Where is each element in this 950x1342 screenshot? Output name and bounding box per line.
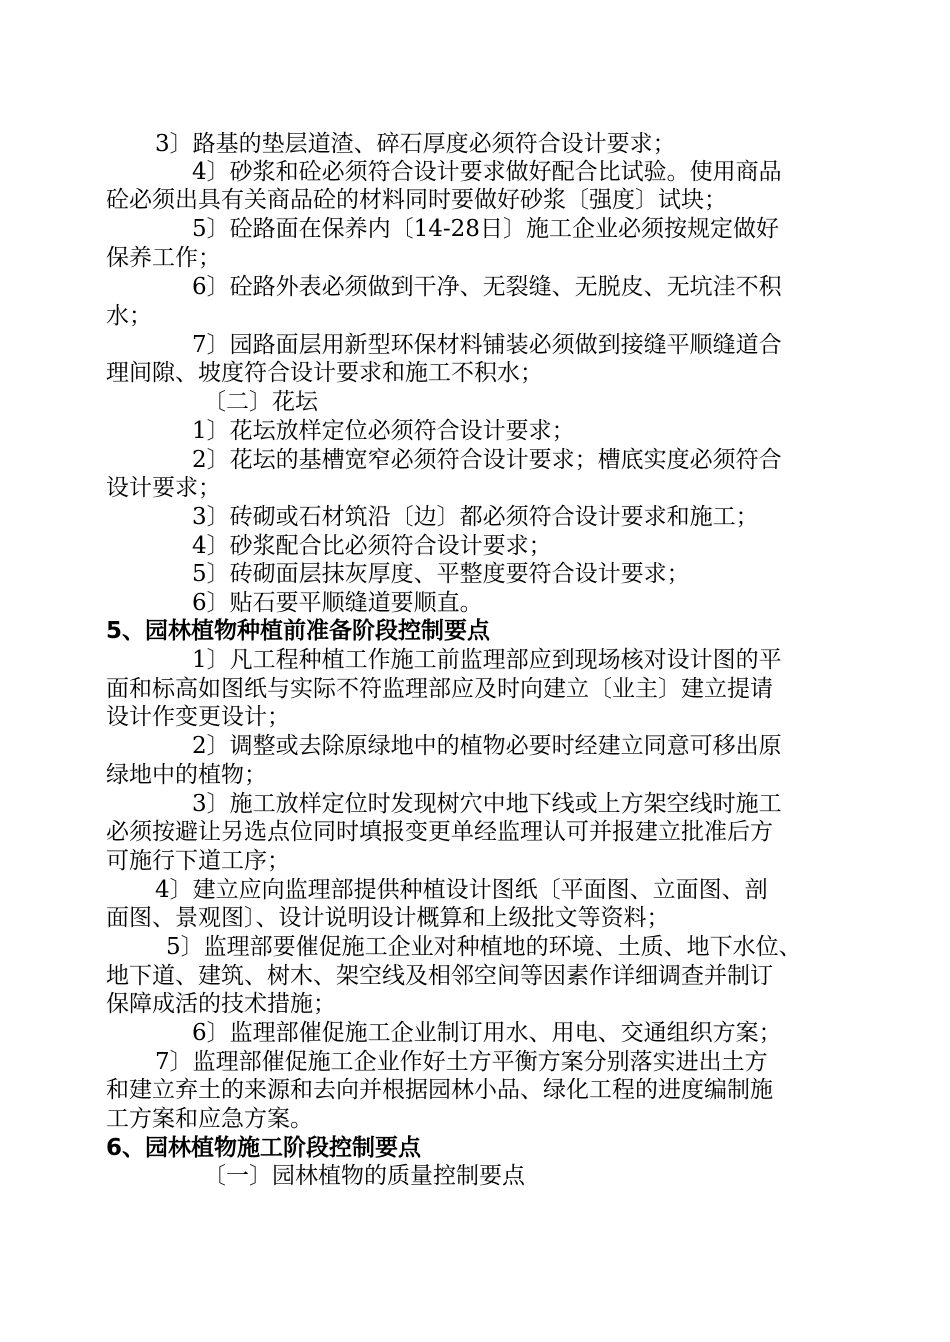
text-line: 保养工作； — [106, 245, 221, 271]
text-line: 水； — [106, 303, 152, 329]
text-line: 1〕花坛放样定位必须符合设计要求； — [192, 418, 575, 444]
text-line: 5〕监理部要催促施工企业对种植地的环境、土质、地下水位、 — [166, 934, 802, 960]
text-line: 7〕园路面层用新型环保材料铺装必须做到接缝平顺缝道合 — [192, 332, 782, 358]
text-line: 2〕花坛的基槽宽窄必须符合设计要求；槽底实度必须符合 — [192, 447, 782, 473]
text-line: 理间隙、坡度符合设计要求和施工不积水； — [106, 360, 543, 386]
text-line: 5〕砖砌面层抹灰厚度、平整度要符合设计要求； — [192, 561, 690, 587]
text-line: 4〕砂浆配合比必须符合设计要求； — [192, 533, 552, 559]
text-line: 2〕调整或去除原绿地中的植物必要时经建立同意可移出原 — [192, 733, 782, 759]
text-line: 保障成活的技术措施； — [106, 991, 336, 1017]
text-line: 1〕凡工程种植工作施工前监理部应到现场核对设计图的平 — [192, 647, 782, 673]
text-line: 绿地中的植物； — [106, 762, 267, 788]
text-line: 必须按避让另选点位同时填报变更单经监理认可并报建立批准后方 — [106, 819, 773, 845]
text-line: 设计要求； — [106, 475, 221, 501]
text-line: 5〕砼路面在保养内〔14-28日〕施工企业必须按规定做好 — [192, 216, 779, 242]
text-line: 4〕砂浆和砼必须符合设计要求做好配合比试验。使用商品 — [192, 159, 782, 185]
text-line: 工方案和应急方案。 — [106, 1106, 313, 1132]
text-line: 砼必须出具有关商品砼的材料同时要做好砂浆〔强度〕试块； — [106, 187, 727, 213]
chapter-heading: 5、园林植物种植前准备阶段控制要点 — [106, 618, 491, 644]
chapter-heading: 6、园林植物施工阶段控制要点 — [106, 1135, 422, 1161]
text-line: 3〕砖砌或石材筑沿〔边〕都必须符合设计要求和施工； — [192, 504, 759, 530]
section-heading: 〔一〕园林植物的质量控制要点 — [203, 1163, 525, 1189]
text-line: 可施行下道工序； — [106, 848, 290, 874]
text-line: 地下道、建筑、树木、架空线及相邻空间等因素作详细调查并制订 — [106, 963, 773, 989]
text-line: 3〕施工放样定位时发现树穴中地下线或上方架空线时施工 — [192, 791, 782, 817]
text-line: 7〕监理部催促施工企业作好土方平衡方案分别落实进出土方 — [155, 1049, 768, 1075]
text-line: 面图、景观图〕、设计说明设计概算和上级批文等资料； — [106, 905, 670, 931]
text-line: 6〕贴石要平顺缝道要顺直。 — [192, 590, 483, 616]
section-heading: 〔二〕花坛 — [203, 389, 318, 415]
text-line: 面和标高如图纸与实际不符监理部应及时向建立〔业主〕建立提请 — [106, 676, 773, 702]
text-line: 6〕砼路外表必须做到干净、无裂缝、无脱皮、无坑洼不积 — [192, 274, 782, 300]
text-line: 6〕监理部催促施工企业制订用水、用电、交通组织方案； — [192, 1020, 782, 1046]
text-line: 4〕建立应向监理部提供种植设计图纸〔平面图、立面图、剖 — [155, 877, 768, 903]
text-line: 3〕路基的垫层道渣、碎石厚度必须符合设计要求； — [155, 131, 676, 157]
text-line: 设计作变更设计； — [106, 704, 290, 730]
text-line: 和建立弃土的来源和去向并根据园林小品、绿化工程的进度编制施 — [106, 1077, 773, 1103]
